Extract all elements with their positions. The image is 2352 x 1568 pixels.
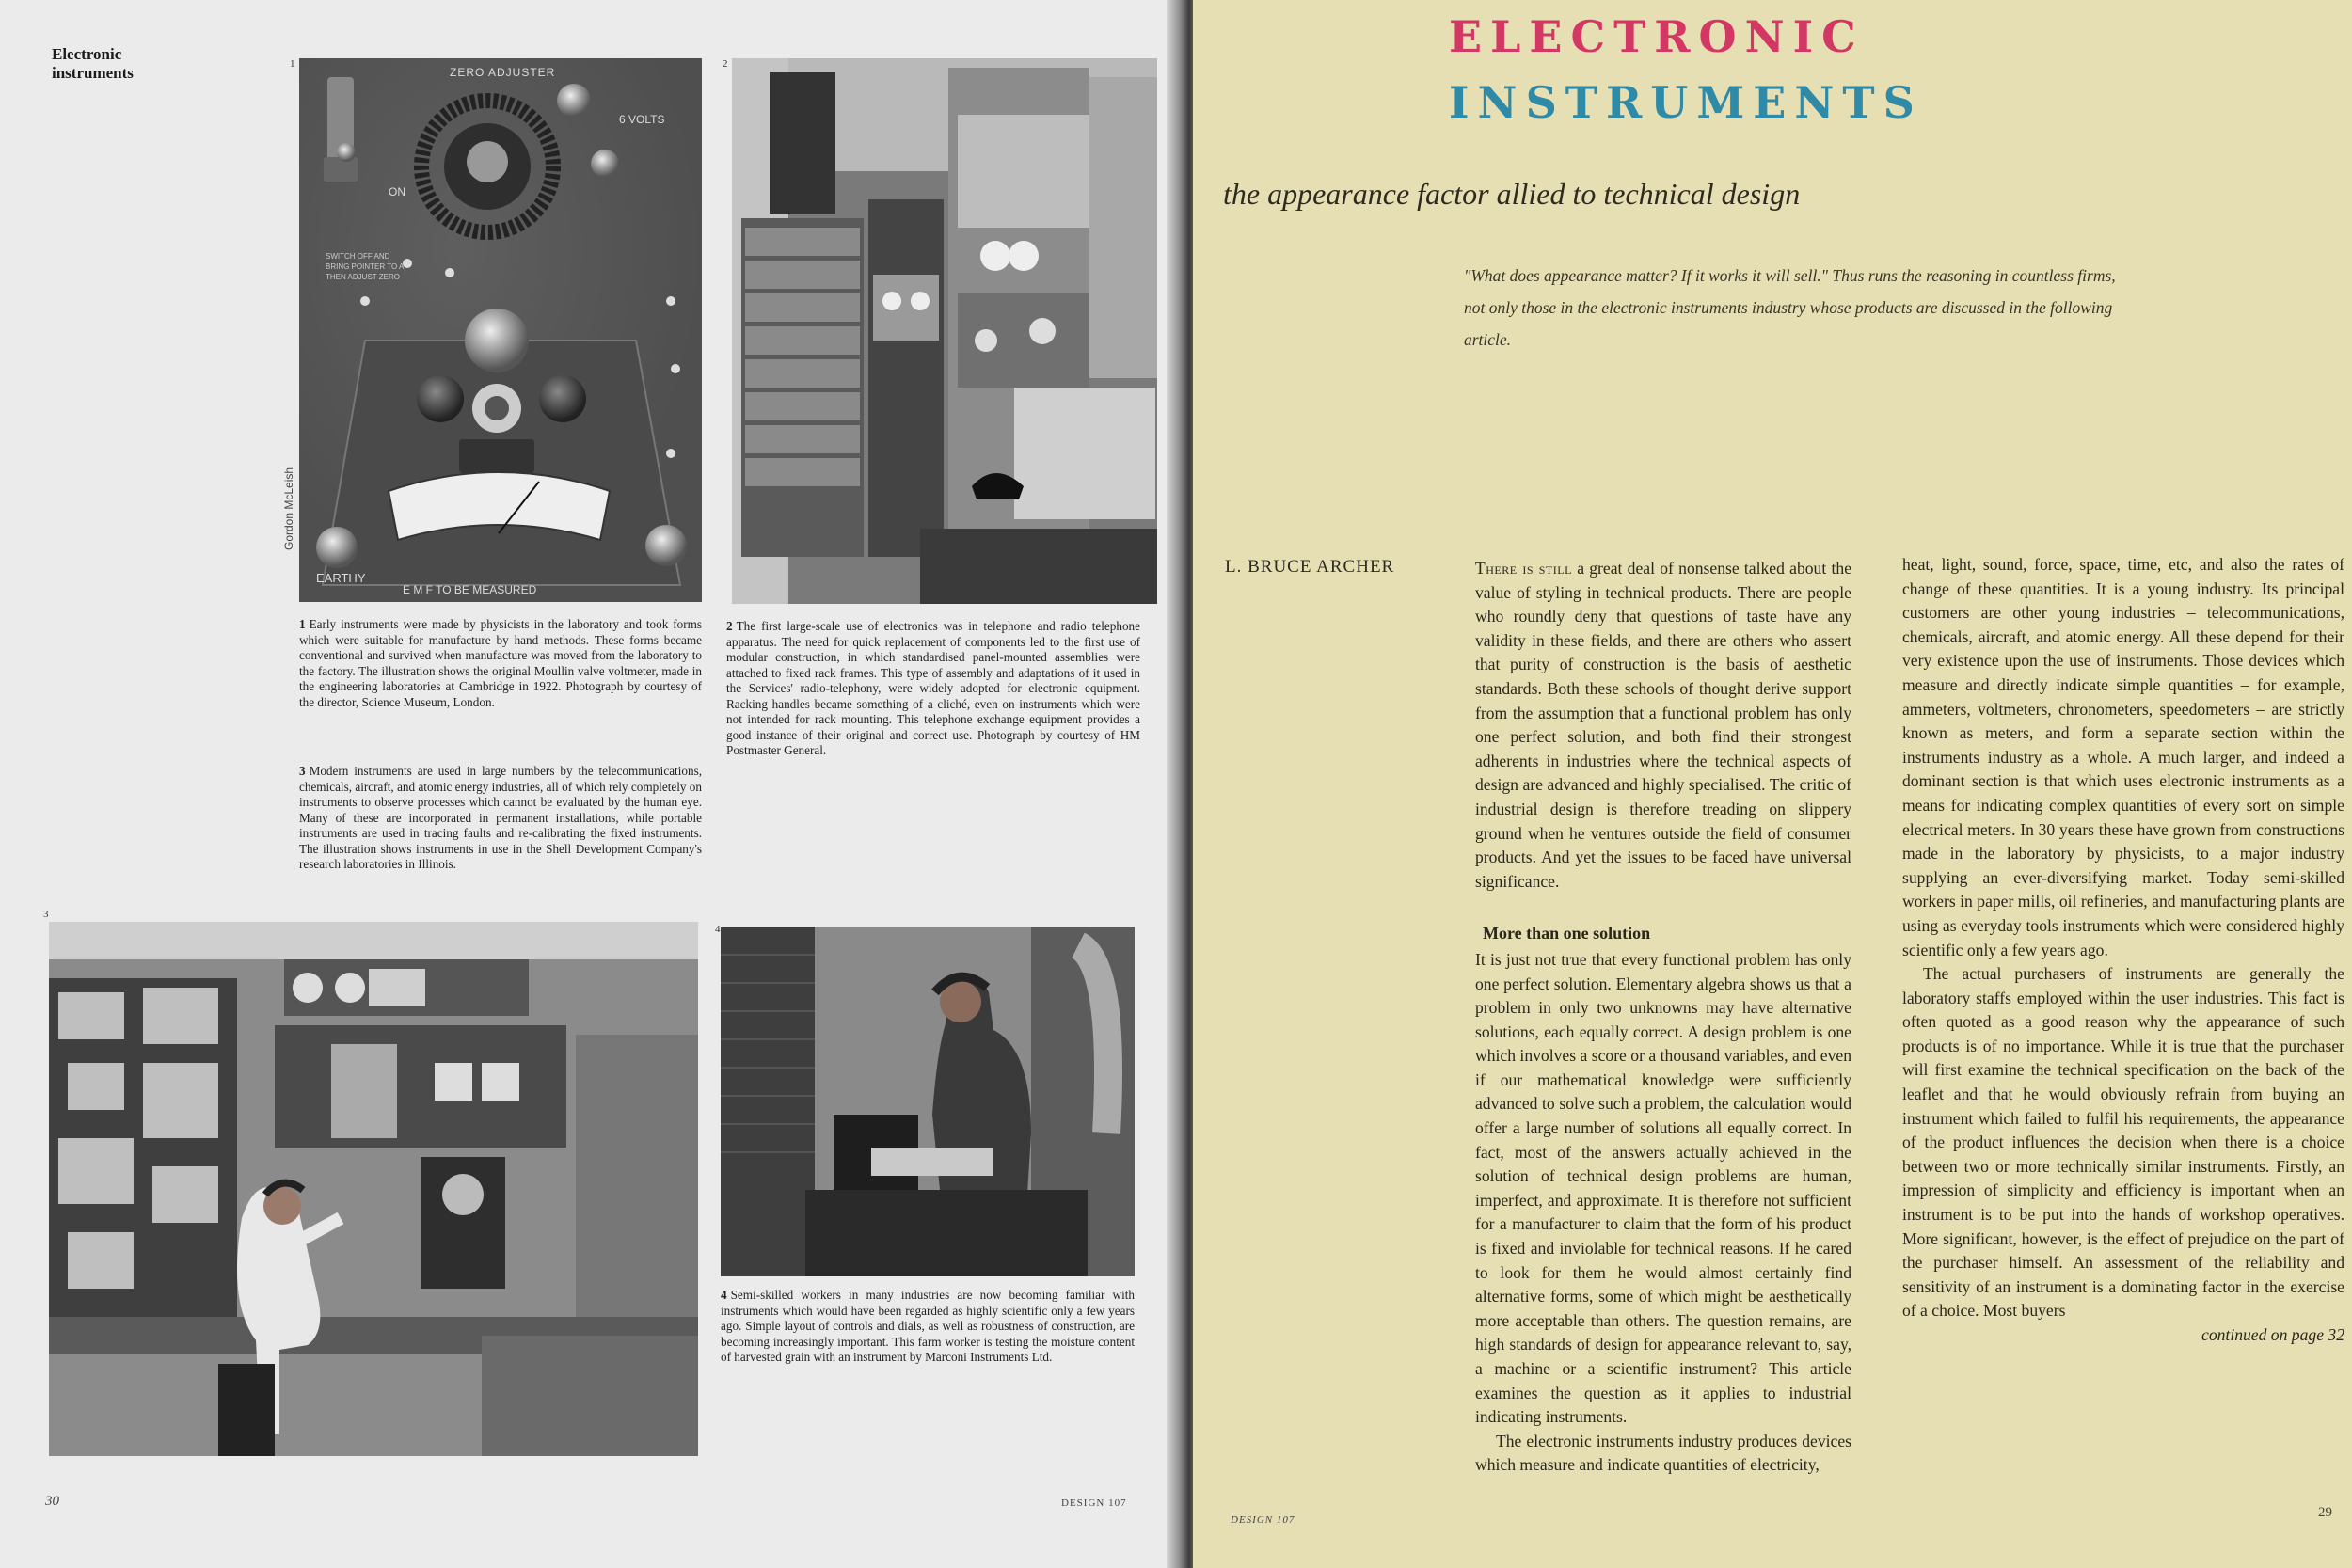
paragraph-industry-intro: The electronic instruments industry produces devices which measure and indicate quantities of electricity, xyxy=(1475,1431,1851,1475)
photo-credit: Gordon McLeish xyxy=(282,467,295,550)
figure-3-caption: 3 Modern instruments are used in large numbers by the telecommunications, chemicals, aircraft, and atomic energy industries, all of which rely completely on instruments to observe processes which cannot be evaluated by the human eye. Many of these are incorporated in permanent installations, while portable instruments are used in tracing faults and re-calibrating the fixed instruments. The illustration shows instruments in use in the Shell Development Company's research laboratories in Illinois. xyxy=(299,764,702,871)
paragraph-more-than-one-solution: It is just not true that every functional problem has only one perfect solution. Elementary algebra shows us that a problem in only two unknowns may have alternative solutions, each equally correct. A design problem is one which involves a score or a thousand variables, and even if our mathematical knowledge were sufficiently advanced to solve such a problem, the calculation would offer a large number of solutions all equally correct. In fact, most of the answers actually achieved in the solution of technical design problems are human, imperfect, and approximate. It is therefore not sufficient for a manufacturer to claim that the form of his product is fixed and inviolable for technical reasons. If he cared to look for them he would almost certainly find alternative forms, some of which might be aesthetically more acceptable than others. The question remains, are high standards of design for appearance relevant to, say, a machine or a scientific instrument? This article examines the question as it applies to industrial indicating instruments. xyxy=(1475,949,1851,1427)
telephone-rack-illustration xyxy=(732,58,1157,604)
voltmeter-illustration xyxy=(299,58,702,602)
farm-worker-illustration xyxy=(721,927,1135,1276)
section-heading: More than one solution xyxy=(1483,924,1651,943)
figure-4-number: 4 xyxy=(715,924,721,935)
zero-adjuster-label: ZERO ADJUSTER xyxy=(450,66,556,79)
six-volts-label: 6 VOLTS xyxy=(619,113,665,126)
figure-3-number: 3 xyxy=(43,909,49,920)
paragraph-young-industry: heat, light, sound, force, space, time, etc, and also the rates of change of these quantities. It is a young industry. Its principal customers are other young industries – telecommunications, chemicals, aircraft, and atomic energy. All these depend for their very existence upon the use of instruments. Those devices which measure and directly indicate simple quantities – for example, ammeters, voltmeters, chronometers, speedometers – are strictly known as meters, and form a separate section within the instruments industry as a whole. A much larger, and indeed a dominant section is that which uses electronic instruments as a means for indicating complex quantities of every sort on simple electrical meters. In 30 years these have grown from constructions made in the laboratory by physicists, to a major industry supplying an ever-diversifying market. Today semi-skilled workers in paper mills, oil refineries, and manufacturing plants are using as everyday tools instruments which were considered highly scientific only a few years ago. xyxy=(1902,555,2344,959)
page-number-left: 30 xyxy=(45,1494,59,1509)
right-page xyxy=(1193,0,2352,1568)
title-line-electronic: ELECTRONIC xyxy=(1449,11,1865,62)
figure-2-caption: 2 The first large-scale use of electronics was in telephone and radio telephone apparatus. The need for quick replacement of components led to the first use of modular construction, in which standardised panel-mounted assemblies were attached to fixed rack frames. This type of assembly and adaptations of it used in the Services' radio-telephony, were widely adopted for electronic equipment. Racking handles became something of a cliché, even on instruments which were not intended for rack mounting. This telephone exchange equipment provides a good instance of their original and correct use. Photograph by courtesy of HM Postmaster General. xyxy=(726,619,1140,757)
figure-2-photo-telephone-racks xyxy=(732,58,1157,604)
page-number-right: 29 xyxy=(2318,1505,2332,1520)
figure-2-number: 2 xyxy=(723,58,728,70)
switch-instruction-label: SWITCH OFF AND BRING POINTER TO A THEN ADJUST ZERO xyxy=(326,252,404,281)
paragraph-purchasers: The actual purchasers of instruments are generally the laboratory staffs employed within the user industries. This fact is often quoted as a good reason why the appearance of such products is of no importance. While it is true that the purchaser will first examine the technical specification on the back of the leaflet and that he would obviously refrain from buying an instrument which failed to fulfil his requirements, the appearance of the product influences the decision when there is a choice between two or more technically similar instruments. Firstly, an impression of simplicity and efficiency is important when an instrument is to be put into the hands of workshop operatives. More significant, however, is the effect of prejudice on the part of the purchaser himself. An assessment of the reliability and sensitivity of an instrument is a dominating factor in the exercise of a choice. Most buyers xyxy=(1902,964,2344,1321)
article-column-2 xyxy=(1902,553,2344,1348)
article-subtitle: the appearance factor allied to technical design xyxy=(1223,177,1801,211)
figure-1-caption: 1 Early instruments were made by physicists in the laboratory and took forms which were suitable for manufacture by hand methods. These forms became conventional and survived when manufacture was moved from the laboratory to the factory. The illustration shows the original Moullin valve voltmeter, made in the engineering laboratories at Cambridge in 1922. Photograph by courtesy of the director, Science Museum, London. xyxy=(299,617,702,709)
continued-note: continued on page 32 xyxy=(2201,1325,2344,1344)
title-line-instruments: INSTRUMENTS xyxy=(1449,77,1923,128)
laboratory-illustration xyxy=(49,922,698,1456)
figure-3-photo-laboratory xyxy=(49,922,698,1456)
figure-4-photo-farm-worker xyxy=(721,927,1135,1276)
emf-label: E M F TO BE MEASURED xyxy=(403,583,537,596)
article-column-1 xyxy=(1475,557,1851,1478)
author-byline: L. BRUCE ARCHER xyxy=(1225,557,1395,577)
magazine-folio-right: DESIGN 107 xyxy=(1231,1514,1295,1526)
earthy-label: EARTHY xyxy=(316,571,366,585)
paragraph-opening: There is still a great deal of nonsense talked about the value of styling in technical products. There are people who roundly deny that questions of taste have any validity in these fields, and there are others who assert that purity of construction is the basis of aesthetic standards. Both these schools of thought derive support from the assumption that a functional problem has only one perfect solution, and both find their strongest adherents in industries where the technical aspects of design are advanced and highly specialised. The critic of industrial design is therefore treading on slippery ground when he ventures outside the field of consumer products. And yet the issues to be faced have universal significance. xyxy=(1475,559,1851,891)
figure-1-photo-voltmeter xyxy=(299,58,702,602)
figure-4-caption: 4 Semi-skilled workers in many industries are now becoming familiar with instruments which would have been regarded as highly scientific only a few years ago. Simple layout of controls and dials, as well as robustness of construction, are becoming increasingly important. This farm worker is testing the moisture content of harvested grain with an instrument by Marconi Instruments Ltd. xyxy=(721,1288,1135,1364)
on-label: ON xyxy=(389,185,405,198)
figure-1-number: 1 xyxy=(290,58,295,70)
magazine-folio-left: DESIGN 107 xyxy=(1061,1497,1127,1509)
section-label: Electronic instruments xyxy=(52,45,134,82)
article-intro: "What does appearance matter? If it works it will sell." Thus runs the reasoning in countless firms, not only those in the electronic instruments industry whose products are discussed in the following article. xyxy=(1464,266,2116,349)
